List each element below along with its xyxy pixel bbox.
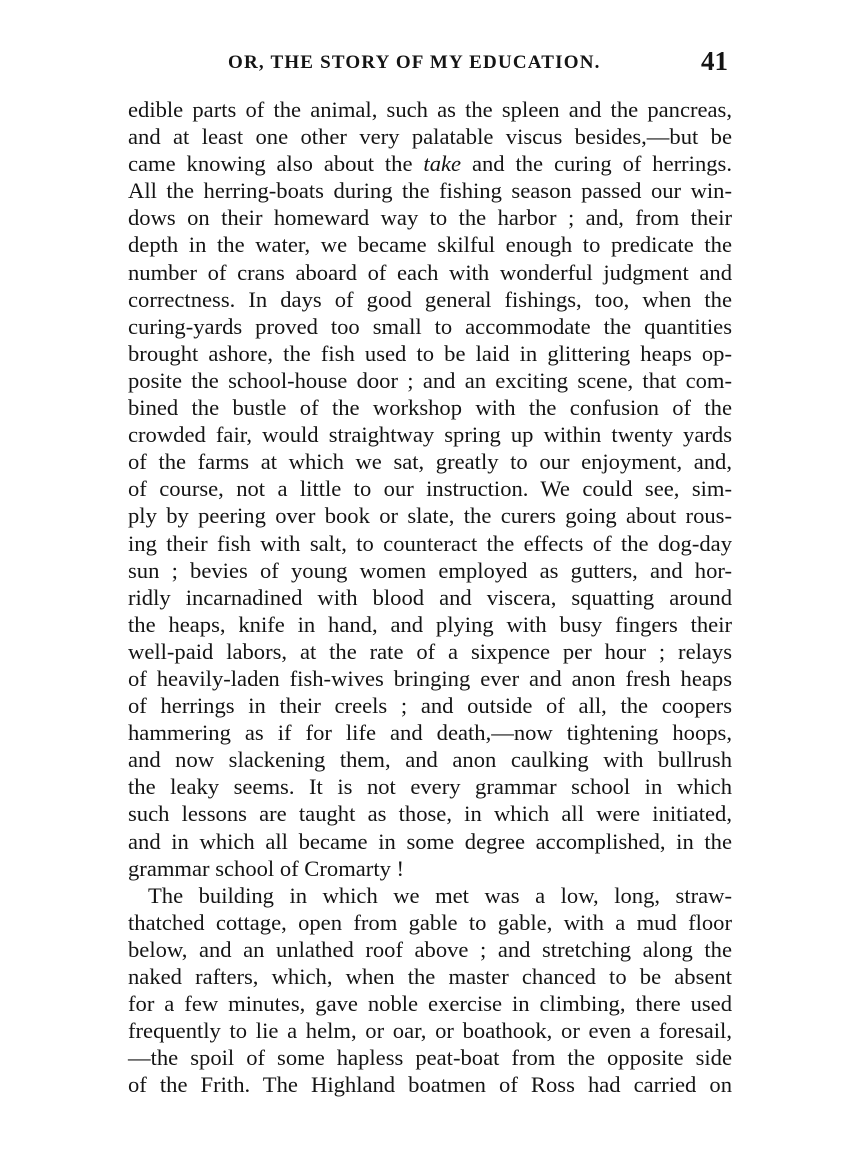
text-line: dows on their homeward way to the harbor ; and, from their [128,205,732,231]
text-line: and at least one other very palatable viscus besides,—but be [128,124,732,150]
page-header [128,44,730,84]
text-line: of course, not a little to our instruction. We could see, sim- [128,476,732,502]
body-text [128,96,732,1098]
text-line: correctness. In days of good general fishings, too, when the [128,286,732,312]
text-line: —the spoil of some hapless peat-boat from the opposite side [128,1045,732,1071]
text-line: and in which all became in some degree accomplished, in the [128,828,732,854]
text-line: All the herring-boats during the fishing season passed our win- [128,178,732,204]
paragraph-first-line: The building in which we met was a low, long, straw- [148,882,732,908]
text-line: edible parts of the animal, such as the spleen and the pancreas, [128,97,732,122]
text-line: posite the school-house door ; and an exciting scene, that com- [128,367,732,393]
text-segment: came knowing also about the [128,151,424,177]
text-line: of the farms at which we sat, greatly to our enjoyment, and, [128,449,732,475]
text-line: naked rafters, which, when the master chanced to be absent [128,964,732,989]
text-line: of herrings in their creels ; and outside of all, the coopers [128,693,732,719]
page-number: 41 [701,46,728,76]
running-title: OR, THE STORY OF MY EDUCATION. [228,52,601,73]
text-line: ply by peering over book or slate, the curers going about rous- [128,503,732,529]
text-line: sun ; bevies of young women employed as gutters, and hor- [128,557,732,583]
italic-word: take [423,151,462,177]
text-line: for a few minutes, gave noble exercise in climbing, there used [128,991,732,1017]
text-line: such lessons are taught as those, in which all were initiated, [128,801,732,827]
text-line: bined the bustle of the workshop with the confusion of the [128,395,732,421]
text-line: crowded fair, would straightway spring up within twenty yards [128,422,732,448]
text-segment: and the curing of herrings. [461,151,732,177]
text-line: hammering as if for life and death,—now tightening hoops, [128,720,732,746]
text-line: frequently to lie a helm, or oar, or boathook, or even a foresail, [128,1018,732,1044]
text-line: depth in the water, we became skilful enough to predicate the [128,232,732,258]
text-line: number of crans aboard of each with wonderful judgment and [128,259,732,285]
text-line: thatched cottage, open from gable to gable, with a mud floor [128,909,732,935]
text-line: of heavily-laden fish-wives bringing ever and anon fresh heaps [128,665,732,691]
text-line: curing-yards proved too small to accommodate the quantities [128,313,732,339]
text-line: ridly incarnadined with blood and viscera, squatting around [128,584,732,610]
text-line: well-paid labors, at the rate of a sixpence per hour ; relays [128,638,732,664]
text-line: below, and an unlathed roof above ; and stretching along the [128,936,732,962]
text-line: the heaps, knife in hand, and plying with busy fingers their [128,611,732,637]
paragraph-last-line: grammar school of Cromarty ! [128,855,405,881]
text-line: brought ashore, the fish used to be laid in glittering heaps op- [128,340,732,366]
text-line: and now slackening them, and anon caulking with bullrush [128,747,732,773]
text-line: ing their fish with salt, to counteract the effects of the dog-day [128,530,732,556]
text-line: of the Frith. The Highland boatmen of Ross had carried on [128,1072,732,1098]
text-line: the leaky seems. It is not every grammar school in which [128,774,732,800]
text-line [128,150,732,177]
